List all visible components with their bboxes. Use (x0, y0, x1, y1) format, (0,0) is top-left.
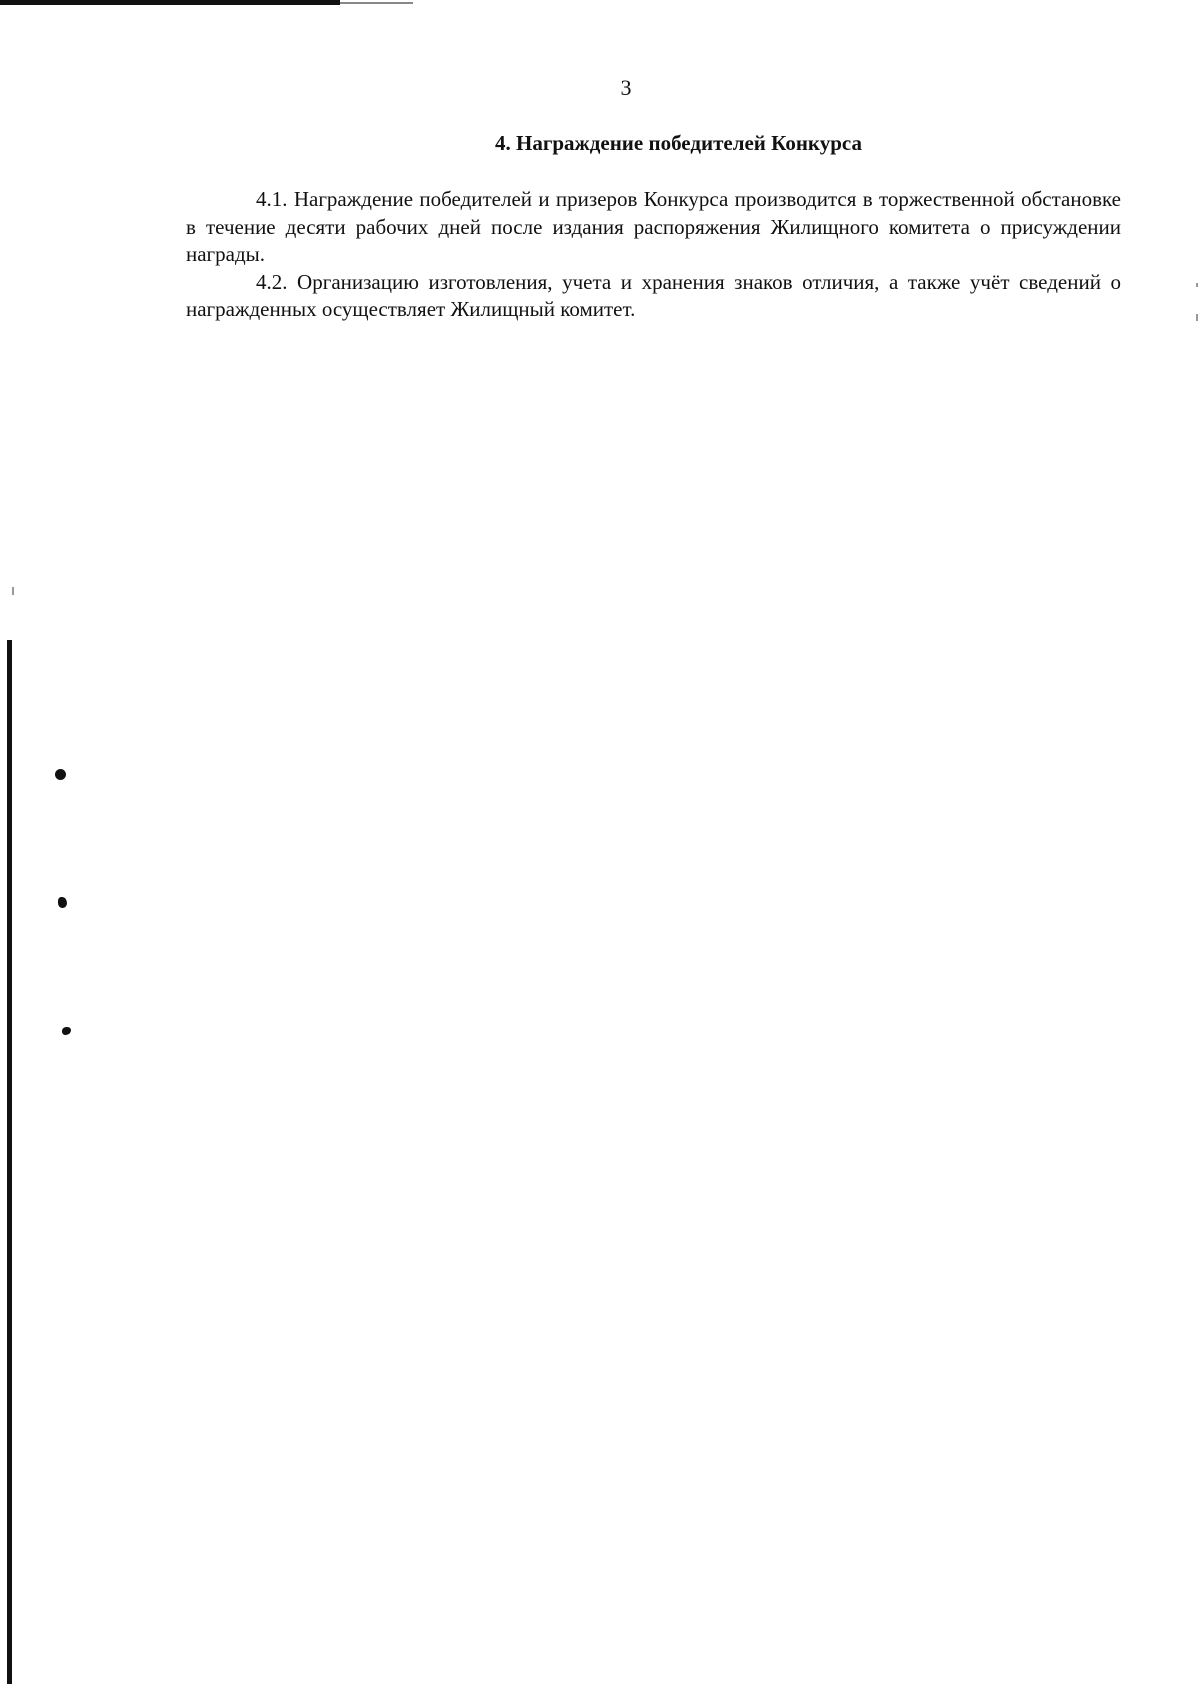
page-number: 3 (620, 75, 632, 100)
punch-hole-mark (58, 897, 67, 908)
scan-edge-top-thin (340, 2, 413, 4)
punch-hole-mark (55, 769, 66, 780)
scan-speck (1196, 314, 1198, 321)
paragraph-4-2: 4.2. Организацию изготовления, учета и хранения знаков отличия, а также учёт сведений о награжденных осуществляет Жилищный комитет. (186, 269, 1121, 321)
scan-speck (12, 587, 14, 595)
scan-speck (1196, 283, 1198, 287)
scan-edge-left (7, 640, 12, 1684)
body-text (186, 186, 1121, 324)
paragraph-4-1: 4.1. Награждение победителей и призеров Конкурса производится в торжественной обстановке в течение десяти рабочих дней после издания распоряжения Жилищного комитета о присуждении награды. (186, 187, 1121, 266)
punch-hole-mark (62, 1027, 71, 1035)
section-heading: 4. Награждение победителей Конкурса (494, 131, 862, 155)
scan-edge-top (0, 0, 340, 5)
